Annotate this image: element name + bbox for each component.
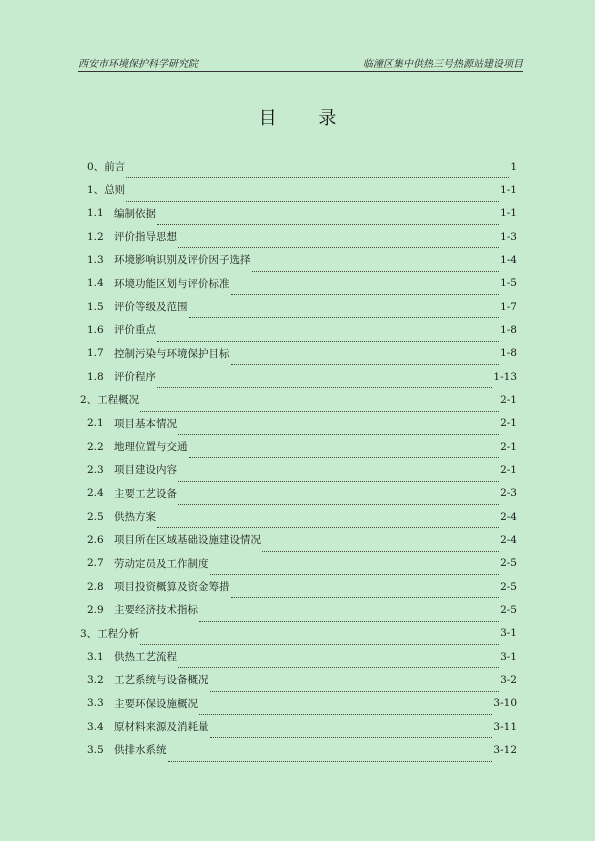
toc-entry-title: 评价等级及范围	[114, 301, 188, 314]
toc-entry-title: 环境影响识别及评价因子选择	[114, 254, 251, 267]
toc-entry-page-number: 1-3	[500, 230, 517, 243]
toc-section-entry[interactable]	[80, 202, 517, 225]
toc-entry-page-number: 2-5	[500, 557, 517, 570]
toc-entry-number: 1.7	[87, 347, 104, 360]
toc-entry-number: 1.6	[87, 323, 104, 336]
toc-entry-page-number: 2-4	[500, 533, 517, 546]
toc-dot-leader	[231, 590, 500, 598]
toc-section-entry[interactable]	[80, 715, 517, 738]
toc-title	[0, 104, 595, 130]
toc-entry-title: 编制依据	[114, 207, 156, 220]
toc-entry-page-number: 2-1	[500, 417, 517, 430]
toc-chapter-entry[interactable]	[80, 622, 517, 645]
toc-entry-number: 2.6	[87, 533, 104, 546]
toc-entry-title: 工程分析	[97, 627, 140, 640]
toc-entry-page-number: 1-1	[500, 183, 517, 196]
toc-entry-number: 2.4	[87, 487, 104, 500]
toc-dot-leader	[168, 754, 493, 762]
toc-entry-page-number: 3-11	[493, 720, 517, 733]
toc-dot-leader	[178, 427, 499, 435]
toc-entry-page-number: 1-8	[500, 323, 517, 336]
toc-entry-page-number: 1	[510, 160, 517, 173]
toc-entry-title: 供热方案	[114, 511, 156, 524]
toc-entry-page-number: 3-1	[500, 627, 517, 640]
toc-section-entry[interactable]	[80, 738, 517, 761]
toc-entry-number: 2、	[80, 394, 98, 407]
toc-entry-number: 2.3	[87, 463, 104, 476]
toc-entry-page-number: 1-7	[500, 300, 517, 313]
toc-entry-number: 3.5	[87, 743, 104, 756]
toc-entry-title: 项目建设内容	[114, 464, 177, 477]
toc-entry-number: 1.1	[87, 207, 104, 220]
toc-dot-leader	[157, 217, 499, 225]
toc-dot-leader	[178, 474, 499, 482]
toc-section-entry[interactable]	[80, 575, 517, 598]
toc-entry-title: 控制污染与环境保护目标	[114, 347, 230, 360]
toc-entry-page-number: 3-10	[493, 697, 517, 710]
toc-dot-leader	[178, 497, 499, 505]
toc-dot-leader	[126, 170, 509, 178]
toc-entry-page-number: 2-5	[500, 603, 517, 616]
toc-entry-number: 2.7	[87, 557, 104, 570]
toc-dot-leader	[189, 310, 500, 318]
toc-dot-leader	[126, 194, 499, 202]
toc-entry-number: 1.3	[87, 253, 104, 266]
toc-dot-leader	[210, 684, 500, 692]
toc-section-entry[interactable]	[80, 482, 517, 505]
toc-dot-leader	[140, 404, 499, 412]
toc-entry-number: 1.8	[87, 370, 104, 383]
toc-entry-number: 3.2	[87, 673, 104, 686]
toc-section-entry[interactable]	[80, 458, 517, 481]
header-project-title: 临潼区集中供热三号热源站建设项目	[363, 59, 523, 70]
toc-entry-title: 评价指导思想	[114, 231, 177, 244]
toc-entry-page-number: 2-1	[500, 440, 517, 453]
toc-section-entry[interactable]	[80, 598, 517, 621]
toc-entry-page-number: 2-4	[500, 510, 517, 523]
toc-section-entry[interactable]	[80, 552, 517, 575]
toc-entry-title: 供排水系统	[114, 744, 167, 757]
toc-dot-leader	[157, 334, 499, 342]
toc-entry-title: 原材料来源及消耗量	[114, 721, 209, 734]
toc-entry-number: 1、	[87, 184, 105, 197]
toc-entry-page-number: 3-1	[500, 650, 517, 663]
toc-dot-leader	[157, 520, 499, 528]
toc-entry-number: 1.4	[87, 277, 104, 290]
toc-section-entry[interactable]	[80, 435, 517, 458]
toc-entry-page-number: 1-5	[500, 277, 517, 290]
toc-dot-leader	[199, 614, 499, 622]
toc-entry-title: 总则	[104, 184, 126, 197]
toc-entry-number: 2.9	[87, 603, 104, 616]
toc-section-entry[interactable]	[80, 505, 517, 528]
toc-entry-number: 2.8	[87, 580, 104, 593]
toc-entry-number: 3.4	[87, 720, 104, 733]
toc-chapter-entry[interactable]	[80, 178, 517, 201]
toc-entry-page-number: 1-4	[500, 253, 517, 266]
toc-entry-title: 前言	[104, 161, 126, 174]
toc-section-entry[interactable]	[80, 272, 517, 295]
toc-section-entry[interactable]	[80, 295, 517, 318]
toc-entry-page-number: 1-1	[500, 207, 517, 220]
toc-section-entry[interactable]	[80, 365, 517, 388]
toc-dot-leader	[210, 730, 493, 738]
toc-dot-leader	[178, 240, 499, 248]
toc-entry-number: 3.3	[87, 697, 104, 710]
toc-entry-title: 主要环保设施概况	[114, 697, 198, 710]
toc-section-entry[interactable]	[80, 412, 517, 435]
toc-entry-page-number: 1-13	[493, 370, 517, 383]
toc-entry-title: 项目基本情况	[114, 417, 177, 430]
toc-entry-title: 供热工艺流程	[114, 651, 177, 664]
toc-title-text: 目 录	[258, 108, 337, 129]
toc-entry-page-number: 1-8	[500, 347, 517, 360]
toc-dot-leader	[157, 380, 492, 388]
toc-dot-leader	[262, 544, 499, 552]
toc-entry-number: 1.2	[87, 230, 104, 243]
toc-section-entry[interactable]	[80, 692, 517, 715]
toc-dot-leader	[210, 567, 500, 575]
toc-section-entry[interactable]	[80, 528, 517, 551]
toc-chapter-entry[interactable]	[80, 388, 517, 411]
toc-entry-title: 工艺系统与设备概况	[114, 674, 209, 687]
toc-entry-title: 评价重点	[114, 324, 156, 337]
toc-dot-leader	[140, 637, 499, 645]
toc-entry-page-number: 2-3	[500, 487, 517, 500]
toc-chapter-entry[interactable]	[80, 155, 517, 178]
toc-entry-title: 主要经济技术指标	[114, 604, 198, 617]
toc-entry-page-number: 2-1	[500, 463, 517, 476]
toc-entry-number: 3、	[80, 627, 98, 640]
toc-dot-leader	[231, 357, 500, 365]
toc-entry-number: 1.5	[87, 300, 104, 313]
toc-entry-title: 项目投资概算及资金筹措	[114, 581, 230, 594]
toc-section-entry[interactable]	[80, 342, 517, 365]
toc-entry-number: 3.1	[87, 650, 104, 663]
toc-entry-title: 环境功能区划与评价标准	[114, 277, 230, 290]
toc-dot-leader	[199, 707, 492, 715]
header-organization: 西安市环境保护科学研究院	[78, 59, 198, 70]
toc-entry-number: 2.1	[87, 417, 104, 430]
toc-entry-title: 主要工艺设备	[114, 487, 177, 500]
toc-dot-leader	[189, 450, 500, 458]
toc-entry-page-number: 3-12	[493, 743, 517, 756]
toc-entry-number: 2.5	[87, 510, 104, 523]
toc-entry-page-number: 2-1	[500, 393, 517, 406]
page-header	[78, 54, 523, 70]
toc-section-entry[interactable]	[80, 248, 517, 271]
toc-section-entry[interactable]	[80, 318, 517, 341]
toc-entry-title: 劳动定员及工作制度	[114, 557, 209, 570]
toc-entry-title: 评价程序	[114, 371, 156, 384]
toc-entry-page-number: 2-5	[500, 580, 517, 593]
toc-dot-leader	[252, 264, 500, 272]
toc-entry-title: 地理位置与交通	[114, 441, 188, 454]
toc-section-entry[interactable]	[80, 225, 517, 248]
toc-dot-leader	[178, 660, 499, 668]
toc-entry-title: 工程概况	[97, 394, 140, 407]
toc-entry-page-number: 3-2	[500, 673, 517, 686]
toc-entry-number: 2.2	[87, 440, 104, 453]
toc-section-entry[interactable]	[80, 645, 517, 668]
toc-entry-title: 项目所在区域基础设施建设情况	[114, 534, 261, 547]
toc-section-entry[interactable]	[80, 668, 517, 691]
toc-dot-leader	[231, 287, 500, 295]
header-divider	[78, 71, 523, 72]
table-of-contents	[80, 155, 517, 762]
toc-entry-number: 0、	[87, 161, 105, 174]
